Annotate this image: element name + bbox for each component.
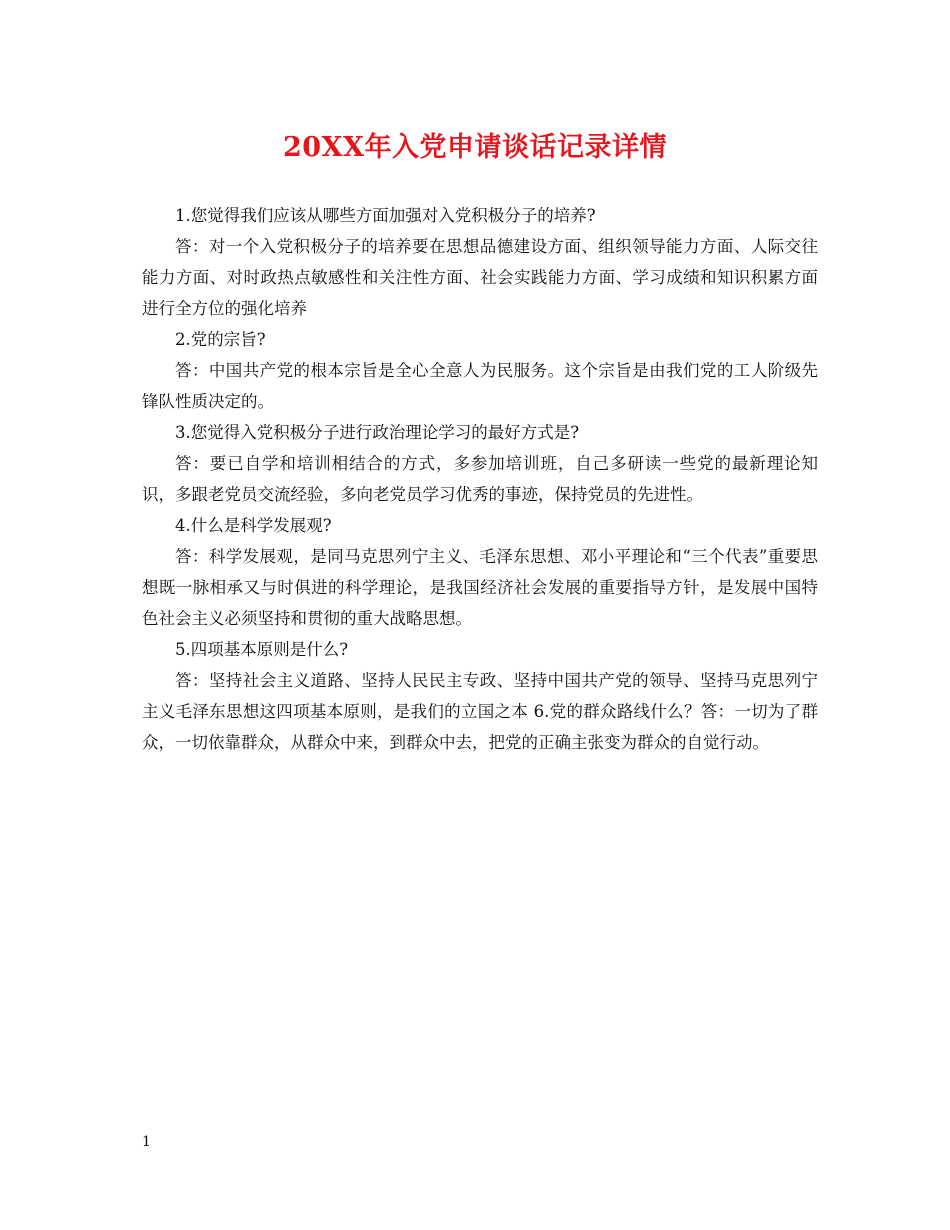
page-number: 1	[142, 1134, 151, 1150]
page-title: 20XX年入党申请谈话记录详情	[283, 132, 667, 163]
answer-5: 答：坚持社会主义道路、坚持人民民主专政、坚持中国共产党的领导、坚持马克思列宁主义毛泽东思想这四项基本原则，是我们的立国之本 6.党的群众路线什么？答：一切为了群众，一切依靠群众，从群众中来，到群众中去，把党的正确主张变为群众的自觉行动。	[142, 671, 818, 752]
answer-2: 答：中国共产党的根本宗旨是全心全意人为民服务。这个宗旨是由我们党的工人阶级先锋队性质决定的。	[142, 361, 818, 411]
answer-1: 答：对一个入党积极分子的培养要在思想品德建设方面、组织领导能力方面、人际交往能力方面、对时政热点敏感性和关注性方面、社会实践能力方面、学习成绩和知识积累方面进行全方位的强化培养	[142, 237, 818, 318]
answer-3: 答：要已自学和培训相结合的方式，多参加培训班，自己多研读一些党的最新理论知识，多跟老党员交流经验，多向老党员学习优秀的事迹，保持党员的先进性。	[142, 454, 818, 504]
question-2: 2.党的宗旨?	[175, 330, 266, 349]
question-1: 1.您觉得我们应该从哪些方面加强对入党积极分子的培养?	[175, 206, 596, 225]
question-3: 3.您觉得入党积极分子进行政治理论学习的最好方式是?	[175, 423, 580, 442]
answer-4: 答：科学发展观，是同马克思列宁主义、毛泽东思想、邓小平理论和“三个代表”重要思想既一脉相承又与时俱进的科学理论，是我国经济社会发展的重要指导方针，是发展中国特色社会主义必须坚持和贯彻的重大战略思想。	[142, 547, 818, 628]
body-text	[142, 200, 818, 758]
question-4: 4.什么是科学发展观?	[175, 516, 332, 535]
question-5: 5.四项基本原则是什么?	[175, 640, 349, 659]
